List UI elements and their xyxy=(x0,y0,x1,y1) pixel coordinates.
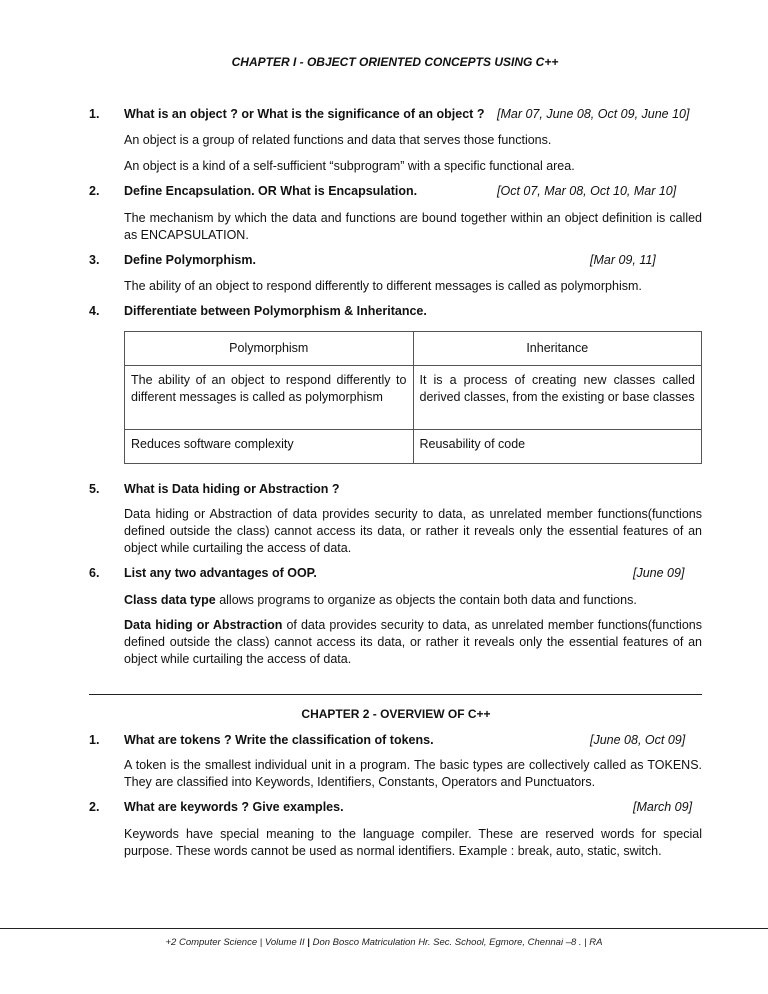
table-cell: It is a process of creating new classes called derived classes, from the existing or base classes xyxy=(413,366,702,430)
q1-question: What is an object ? or What is the significance of an object ? xyxy=(124,107,485,121)
c2-q2-question: What are keywords ? Give examples. xyxy=(124,800,344,814)
q6-advantage-1-text: allows programs to organize as objects the contain both data and functions. xyxy=(215,593,637,607)
q6-advantage-2 xyxy=(124,617,702,668)
page-footer xyxy=(0,937,768,948)
q6-number: 6. xyxy=(89,566,100,580)
q6-advantage-1 xyxy=(124,592,702,609)
q1-number: 1. xyxy=(89,107,100,121)
q1-answer-line2: An object is a kind of a self-sufficient “subprogram” with a specific functional area. xyxy=(124,159,575,173)
q5-question: What is Data hiding or Abstraction ? xyxy=(124,482,340,496)
table-header-inheritance: Inheritance xyxy=(413,332,702,366)
table-row xyxy=(125,366,702,430)
table-cell: Reduces software complexity xyxy=(125,430,414,464)
c2-q1-question: What are tokens ? Write the classification of tokens. xyxy=(124,733,434,747)
footer-rule xyxy=(0,928,768,929)
footer-school: Don Bosco Matriculation Hr. Sec. School, Egmore, Chennai –8 . | RA xyxy=(309,937,603,948)
c2-q1-reference: [June 08, Oct 09] xyxy=(590,733,686,747)
q3-answer: The ability of an object to respond differently to different messages is called as polymorphism. xyxy=(124,279,642,293)
q2-question: Define Encapsulation. OR What is Encapsulation. xyxy=(124,184,418,198)
q2-reference: [Oct 07, Mar 08, Oct 10, Mar 10] xyxy=(497,184,677,198)
c2-q2-number: 2. xyxy=(89,800,100,814)
comparison-table xyxy=(124,331,702,464)
q3-reference: [Mar 09, 11] xyxy=(590,253,656,267)
chapter1-title: CHAPTER I - OBJECT ORIENTED CONCEPTS USING C++ xyxy=(231,55,559,69)
c2-q1-answer: A token is the smallest individual unit in a program. The basic types are collectively called as TOKENS. They are classified into Keywords, Identifiers, Constants, Operators and Punctuators. xyxy=(124,758,702,789)
q4-number: 4. xyxy=(89,304,100,318)
q1-answer-line1: An object is a group of related functions and data that serves those functions. xyxy=(124,133,552,147)
q3-question: Define Polymorphism. xyxy=(124,253,256,267)
q6-advantage-1-term: Class data type xyxy=(124,593,216,607)
table-header-row xyxy=(125,332,702,366)
c2-q2-reference: [March 09] xyxy=(633,800,693,814)
table-row xyxy=(125,430,702,464)
chapter2-title: CHAPTER 2 - OVERVIEW OF C++ xyxy=(301,707,491,721)
section-divider xyxy=(89,694,702,695)
footer-course: +2 Computer Science | Volume II xyxy=(165,937,308,948)
q4-question: Differentiate between Polymorphism & Inheritance. xyxy=(124,304,427,318)
q6-reference: [June 09] xyxy=(633,566,685,580)
q3-number: 3. xyxy=(89,253,100,267)
q5-answer: Data hiding or Abstraction of data provides security to data, as unrelated member functions(functions defined outside the class) cannot access its data, or rather it reveals only the essential features of an object while curtailing the access of data. xyxy=(124,507,702,555)
footer-separator: | xyxy=(307,937,310,948)
table-cell: Reusability of code xyxy=(413,430,702,464)
c2-q1-number: 1. xyxy=(89,733,100,747)
c2-q2-answer: Keywords have special meaning to the language compiler. These are reserved words for special purpose. These words cannot be used as normal identifiers. Example : break, auto, static, switch. xyxy=(124,827,702,858)
q1-reference: [Mar 07, June 08, Oct 09, June 10] xyxy=(497,107,690,121)
q6-advantage-2-term: Data hiding or Abstraction xyxy=(124,618,283,632)
q6-question: List any two advantages of OOP. xyxy=(124,566,317,580)
q2-answer: The mechanism by which the data and functions are bound together within an object definition is called as ENCAPSULATION. xyxy=(124,211,702,242)
q6-advantage-2-text: of data provides security to data, as unrelated member functions(functions defined outside the class) cannot access its data, or rather it reveals only the essential features of an object while curtailing the access of data. xyxy=(124,618,702,666)
q2-number: 2. xyxy=(89,184,100,198)
table-cell: The ability of an object to respond differently to different messages is called as polymorphism xyxy=(125,366,414,430)
table-header-polymorphism: Polymorphism xyxy=(125,332,414,366)
q5-number: 5. xyxy=(89,482,100,496)
